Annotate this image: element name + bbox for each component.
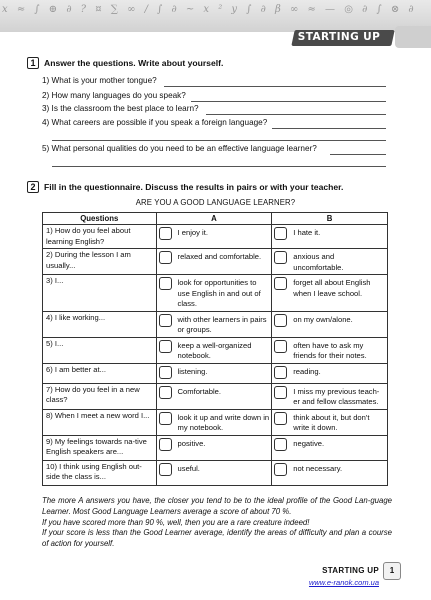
option-b-cell [272,383,388,409]
page-number: 1 [383,562,401,580]
option-a-cell [156,311,272,337]
unit-title: STARTING UP [297,31,381,43]
checkbox-a[interactable] [159,463,172,476]
answer-line-4b[interactable] [52,140,386,141]
option-a-cell [156,435,272,460]
option-a-cell [156,460,272,485]
option-b-text: reading. [293,366,321,376]
table-row [43,311,388,337]
checkbox-a[interactable] [159,438,172,451]
table-row [43,409,388,435]
option-a-text: Comfortable. [177,386,222,396]
option-a-cell [156,383,272,409]
option-b-cell [272,225,388,249]
option-a-text: keep a well-organized notebook. [177,340,252,360]
option-b-cell [272,363,388,383]
table-row [43,337,388,363]
option-a-cell [156,249,272,275]
checkbox-a[interactable] [159,277,172,290]
questionnaire-table [42,212,388,486]
option-b-cell [272,249,388,275]
score-explanation [42,496,392,550]
checkbox-a[interactable] [159,412,172,425]
option-b-cell [272,275,388,312]
option-b-cell [272,337,388,363]
answer-line-1[interactable] [164,86,386,87]
question-1: 1) What is your mother tongue? [42,76,157,85]
question-cell: 7) How do you feel in a new class? [43,383,157,409]
table-row [43,363,388,383]
score-explanation-line: If you have scored more than 90 %, well, then you are a rare creature indeed! [42,517,310,527]
checkbox-a[interactable] [159,251,172,264]
question-3: 3) Is the classroom the best place to learn? [42,104,199,113]
option-b-text: anxious and uncomfortable. [293,252,344,272]
option-b-text: forget all about English when I leave school. [293,278,371,298]
checkbox-b[interactable] [274,277,287,290]
checkbox-b[interactable] [274,314,287,327]
column-header-a: A [156,213,272,225]
option-a-cell [156,363,272,383]
decorative-doodles: x ≈ ∫ ⊕ ∂ ? ¤ ∑ ∞ / ∫ ∂ ~ x ² y ∫ ∂ β ∞ ≈ — ◎ ∂ ∫ ⊗ ∂ [2,4,417,15]
option-b-cell [272,460,388,485]
exercise-2-number: 2 [27,181,39,193]
option-a-text: positive. [177,438,206,448]
option-b-text: I miss my previous teach-er and fellow classmates. [293,386,380,406]
option-a-cell [156,409,272,435]
answer-line-2[interactable] [191,101,386,102]
question-cell: 8) When I meet a new word I... [43,409,157,435]
header-band [0,0,431,32]
answer-line-5b[interactable] [52,166,386,167]
option-b-text: not necessary. [293,463,343,473]
option-a-text: useful. [177,463,200,473]
option-a-text: look for opportunities to use English in and out of class. [177,278,261,308]
checkbox-a[interactable] [159,340,172,353]
publisher-link[interactable]: www.e-ranok.com.ua [308,578,379,587]
exercise-1-heading: Answer the questions. Write about yourself. [44,58,224,68]
option-a-text: listening. [177,366,208,376]
option-b-cell [272,409,388,435]
question-cell: 10) I think using English out-side the class is... [43,460,157,485]
checkbox-a[interactable] [159,366,172,379]
question-2: 2) How many languages do you speak? [42,91,186,100]
option-b-text: negative. [293,438,325,448]
footer-unit-label: STARTING UP [322,566,379,575]
checkbox-b[interactable] [274,340,287,353]
option-b-text: I hate it. [293,228,321,237]
checkbox-b[interactable] [274,386,287,399]
option-a-text: I enjoy it. [177,228,208,237]
checkbox-a[interactable] [159,314,172,327]
score-explanation-line: The more A answers you have, the closer you tend to be to the ideal profile of the Good Lan-guage Learner. Most Good Language Learners average a score of about 70 %. [42,496,392,516]
question-cell: 9) My feelings towards na-tive English speakers are... [43,435,157,460]
option-a-text: with other learners in pairs or groups. [177,314,267,334]
checkbox-b[interactable] [274,366,287,379]
question-cell: 1) How do you feel about learning English? [43,225,157,249]
table-row [43,460,388,485]
option-a-text: relaxed and comfortable. [177,252,262,261]
table-row [43,275,388,312]
table-row [43,225,388,249]
option-a-cell [156,275,272,312]
question-5: 5) What personal qualities do you need to be an effective language learner? [42,144,317,153]
option-a-cell [156,225,272,249]
option-a-cell [156,337,272,363]
checkbox-a[interactable] [159,386,172,399]
column-header-questions: Questions [43,213,157,225]
answer-line-4a[interactable] [272,128,386,129]
checkbox-b[interactable] [274,412,287,425]
questionnaire-title: ARE YOU A GOOD LANGUAGE LEARNER? [135,198,296,207]
table-row [43,435,388,460]
question-cell: 6) I am better at... [43,363,157,383]
checkbox-b[interactable] [274,251,287,264]
question-4: 4) What careers are possible if you speak a foreign language? [42,118,268,127]
question-cell: 4) I like working... [43,311,157,337]
question-cell: 3) I... [43,275,157,312]
table-row [43,383,388,409]
option-b-cell [272,311,388,337]
answer-line-3[interactable] [206,114,386,115]
option-b-text: often have to ask my friends for their notes. [293,340,367,360]
exercise-1-number: 1 [27,57,39,69]
score-explanation-line: If your score is less than the Good Learner average, identify the areas of difficulty and plan a course of action for yourself. [42,528,392,549]
checkbox-b[interactable] [274,227,287,240]
page-edge-tab [395,26,431,48]
checkbox-b[interactable] [274,438,287,451]
option-a-text: look it up and write down in my notebook. [177,412,270,432]
answer-line-5a[interactable] [330,154,386,155]
option-b-text: on my own/alone. [293,314,353,324]
question-cell: 2) During the lesson I am usually... [43,249,157,275]
checkbox-b[interactable] [274,463,287,476]
table-row [43,249,388,275]
column-header-b: B [272,213,388,225]
checkbox-a[interactable] [159,227,172,240]
option-b-cell [272,435,388,460]
option-b-text: think about it, but don't write it down. [293,412,370,432]
table-header-row [43,213,388,225]
exercise-2-heading: Fill in the questionnaire. Discuss the results in pairs or with your teacher. [44,182,344,192]
question-cell: 5) I... [43,337,157,363]
